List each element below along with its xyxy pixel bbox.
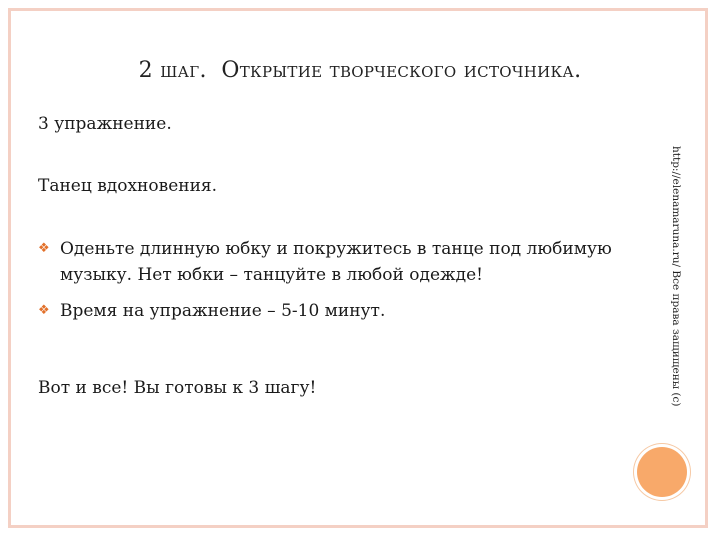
bullet-text: Оденьте длинную юбку и покружитесь в танце под любимую музыку. Нет юбки – танцуйте в любой одежде! <box>60 239 612 285</box>
title-tail: Открытие творческого источника. <box>221 58 582 83</box>
copyright-link[interactable]: http://elenamaruna.ru/ Все права защищены (c) <box>670 146 682 407</box>
exercise-label: 3 упражнение. <box>38 114 172 134</box>
slide-title <box>0 58 720 83</box>
title-word: шаг. <box>160 58 207 83</box>
diamond-bullet-icon: ❖ <box>38 303 50 318</box>
title-lead: 2 <box>138 58 161 83</box>
exercise-subtitle: Танец вдохновения. <box>38 176 218 196</box>
decorative-circle <box>637 447 687 497</box>
bullet-list <box>38 236 658 334</box>
closing-text: Вот и все! Вы готовы к 3 шагу! <box>38 378 317 398</box>
list-item <box>38 298 658 324</box>
bullet-text: Время на упражнение – 5-10 минут. <box>60 301 386 321</box>
list-item <box>38 236 658 288</box>
diamond-bullet-icon: ❖ <box>38 241 50 256</box>
